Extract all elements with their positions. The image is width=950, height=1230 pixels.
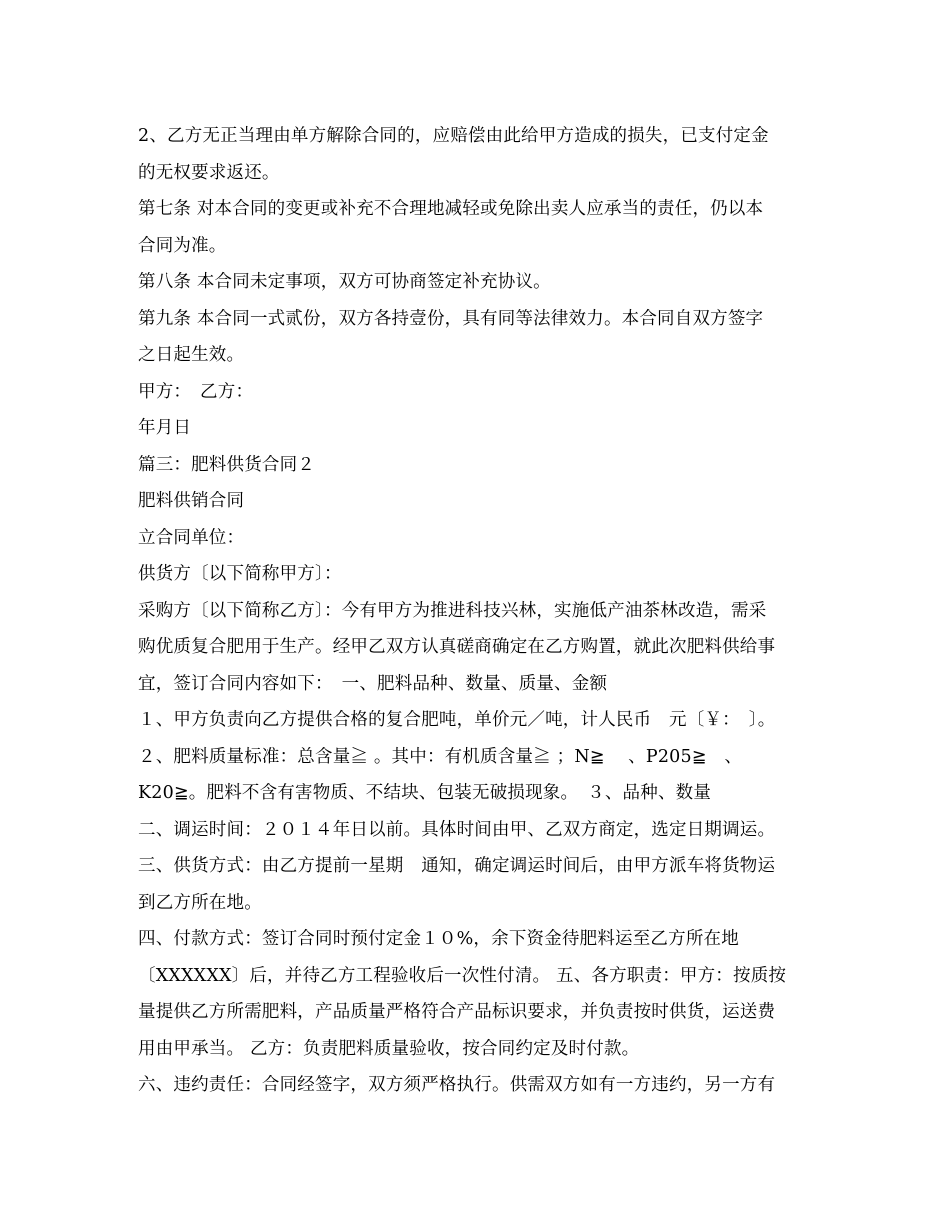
text-line: K20≧。肥料不含有害物质、不结块、包装无破损现象。 ３、品种、数量 xyxy=(138,783,712,803)
text-line: 三、供货方式：由乙方提前一星期 通知，确定调运时间后，由甲方派车将货物运 xyxy=(138,856,776,876)
text-line: 〔XXXXXX〕后，并待乙方工程验收后一次性付清。 五、各方职责：甲方：按质按 xyxy=(138,965,787,986)
text-line: 购优质复合肥用于生产。经甲乙双方认真磋商确定在乙方购置，就此次肥料供给事 xyxy=(138,637,776,657)
text-line: 供货方〔以下简称甲方〕： xyxy=(138,564,342,584)
text-line: 之日起生效。 xyxy=(138,345,245,365)
text-line: 立合同单位： xyxy=(138,527,245,548)
text-line: 合同为准。 xyxy=(138,235,227,256)
text-line: 2、乙方无正当理由单方解除合同的，应赔偿由此给甲方造成的损失，已支付定金 xyxy=(138,126,769,146)
text-line: 到乙方所在地。 xyxy=(138,892,262,913)
section-heading: 篇三：肥料供货合同２ xyxy=(138,454,315,475)
text-line: 采购方〔以下简称乙方〕：今有甲方为推进科技兴林，实施低产油茶林改造，需采 xyxy=(138,600,767,621)
text-line: 第九条 本合同一式贰份，双方各持壹份，具有同等法律效力。本合同自双方签字 xyxy=(138,308,764,329)
text-line: 二、调运时间：２０１４年日以前。具体时间由甲、乙双方商定，选定日期调运。 xyxy=(138,819,776,840)
text-line: ２、肥料质量标准：总含量≧ 。其中：有机质含量≧ ；N≧ 、P205≧ 、 xyxy=(138,746,743,767)
text-line: １、甲方负责向乙方提供合格的复合肥吨，单价元／吨，计人民币 元〔￥： 〕。 xyxy=(138,710,776,730)
text-line: 的无权要求返还。 xyxy=(138,162,280,183)
text-line: 第八条 本合同未定事项，双方可协商签定补充协议。 xyxy=(138,272,551,292)
signature-line: 甲方： 乙方： xyxy=(138,381,254,402)
text-line: 六、违约责任：合同经签字，双方须严格执行。供需双方如有一方违约，另一方有 xyxy=(138,1075,776,1095)
contract-title: 肥料供销合同 xyxy=(138,491,245,511)
text-line: 用由甲承当。 乙方：负责肥料质量验收，按合同约定及时付款。 xyxy=(138,1038,640,1059)
date-line: 年月日 xyxy=(138,418,192,438)
document-body xyxy=(138,118,818,1104)
text-line: 四、付款方式：签订合同时预付定金１０%，余下资金待肥料运至乙方所在地 xyxy=(138,929,739,949)
text-line: 量提供乙方所需肥料，产品质量严格符合产品标识要求，并负责按时供货，运送费 xyxy=(138,1002,776,1022)
text-line: 宜，签订合同内容如下： 一、肥料品种、数量、质量、金额 xyxy=(138,673,608,694)
text-line: 第七条 对本合同的变更或补充不合理地减轻或免除出卖人应承当的责任，仍以本 xyxy=(138,199,764,219)
